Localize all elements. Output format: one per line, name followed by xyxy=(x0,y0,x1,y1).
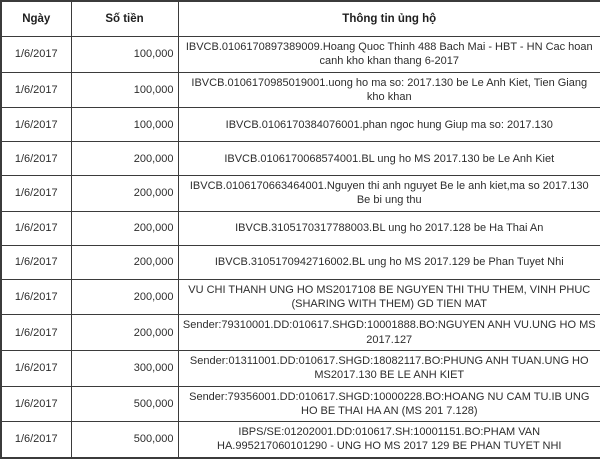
info-cell: IBVCB.0106170897389009.Hoang Quoc Thinh 488 Bach Mai - HBT - HN Cac hoan canh kho khan thang 6-2017 xyxy=(178,37,600,73)
table-row xyxy=(1,108,600,142)
date-cell: 1/6/2017 xyxy=(1,211,71,245)
table-body xyxy=(1,37,600,458)
amount-cell: 200,000 xyxy=(71,142,178,176)
amount-cell: 200,000 xyxy=(71,176,178,212)
table-row xyxy=(1,386,600,422)
date-cell: 1/6/2017 xyxy=(1,422,71,458)
info-cell: IBVCB.0106170068574001.BL ung ho MS 2017.130 be Le Anh Kiet xyxy=(178,142,600,176)
info-cell: Sender:79310001.DD:010617.SHGD:10001888.BO:NGUYEN ANH VU.UNG HO MS 2017.127 xyxy=(178,315,600,351)
info-cell: VU CHI THANH UNG HO MS2017108 BE NGUYEN THI THU THEM, VINH PHUC (SHARING WITH THEM) GD TIEN MAT xyxy=(178,279,600,315)
date-cell: 1/6/2017 xyxy=(1,245,71,279)
info-cell: Sender:01311001.DD:010617.SHGD:18082117.BO:PHUNG ANH TUAN.UNG HO MS2017.130 BE LE ANH KIET xyxy=(178,350,600,386)
column-header-amount: Số tiền xyxy=(71,1,178,37)
info-cell: IBVCB.0106170384076001.phan ngoc hung Giup ma so: 2017.130 xyxy=(178,108,600,142)
date-cell: 1/6/2017 xyxy=(1,72,71,108)
date-cell: 1/6/2017 xyxy=(1,315,71,351)
table-row xyxy=(1,279,600,315)
amount-cell: 500,000 xyxy=(71,422,178,458)
date-cell: 1/6/2017 xyxy=(1,279,71,315)
amount-cell: 300,000 xyxy=(71,350,178,386)
amount-cell: 200,000 xyxy=(71,279,178,315)
info-cell: IBVCB.0106170985019001.uong ho ma so: 2017.130 be Le Anh Kiet, Tien Giang kho khan xyxy=(178,72,600,108)
table-row xyxy=(1,350,600,386)
info-cell: IBPS/SE:01202001.DD:010617.SH:10001151.BO:PHAM VAN HA.995217060101290 - UNG HO MS 2017 129 BE PHAN TUYET NHI xyxy=(178,422,600,458)
table-row xyxy=(1,422,600,458)
table-row xyxy=(1,37,600,73)
amount-cell: 200,000 xyxy=(71,211,178,245)
table-row xyxy=(1,211,600,245)
table-row xyxy=(1,142,600,176)
table-row xyxy=(1,72,600,108)
amount-cell: 100,000 xyxy=(71,72,178,108)
date-cell: 1/6/2017 xyxy=(1,142,71,176)
info-cell: IBVCB.3105170942716002.BL ung ho MS 2017.129 be Phan Tuyet Nhi xyxy=(178,245,600,279)
date-cell: 1/6/2017 xyxy=(1,37,71,73)
info-cell: IBVCB.0106170663464001.Nguyen thi anh nguyet Be le anh kiet,ma so 2017.130 Be bi ung thu xyxy=(178,176,600,212)
info-cell: IBVCB.3105170317788003.BL ung ho 2017.128 be Ha Thai An xyxy=(178,211,600,245)
table-row xyxy=(1,315,600,351)
amount-cell: 500,000 xyxy=(71,386,178,422)
date-cell: 1/6/2017 xyxy=(1,350,71,386)
date-cell: 1/6/2017 xyxy=(1,386,71,422)
amount-cell: 100,000 xyxy=(71,37,178,73)
amount-cell: 100,000 xyxy=(71,108,178,142)
amount-cell: 200,000 xyxy=(71,315,178,351)
column-header-info: Thông tin ủng hộ xyxy=(178,1,600,37)
table-row xyxy=(1,176,600,212)
info-cell: Sender:79356001.DD:010617.SHGD:10000228.BO:HOANG NU CAM TU.IB UNG HO BE THAI HA AN (MS 201 7.128) xyxy=(178,386,600,422)
amount-cell: 200,000 xyxy=(71,245,178,279)
column-header-date: Ngày xyxy=(1,1,71,37)
date-cell: 1/6/2017 xyxy=(1,176,71,212)
table-row xyxy=(1,245,600,279)
table-header xyxy=(1,1,600,37)
date-cell: 1/6/2017 xyxy=(1,108,71,142)
header-row xyxy=(1,1,600,37)
